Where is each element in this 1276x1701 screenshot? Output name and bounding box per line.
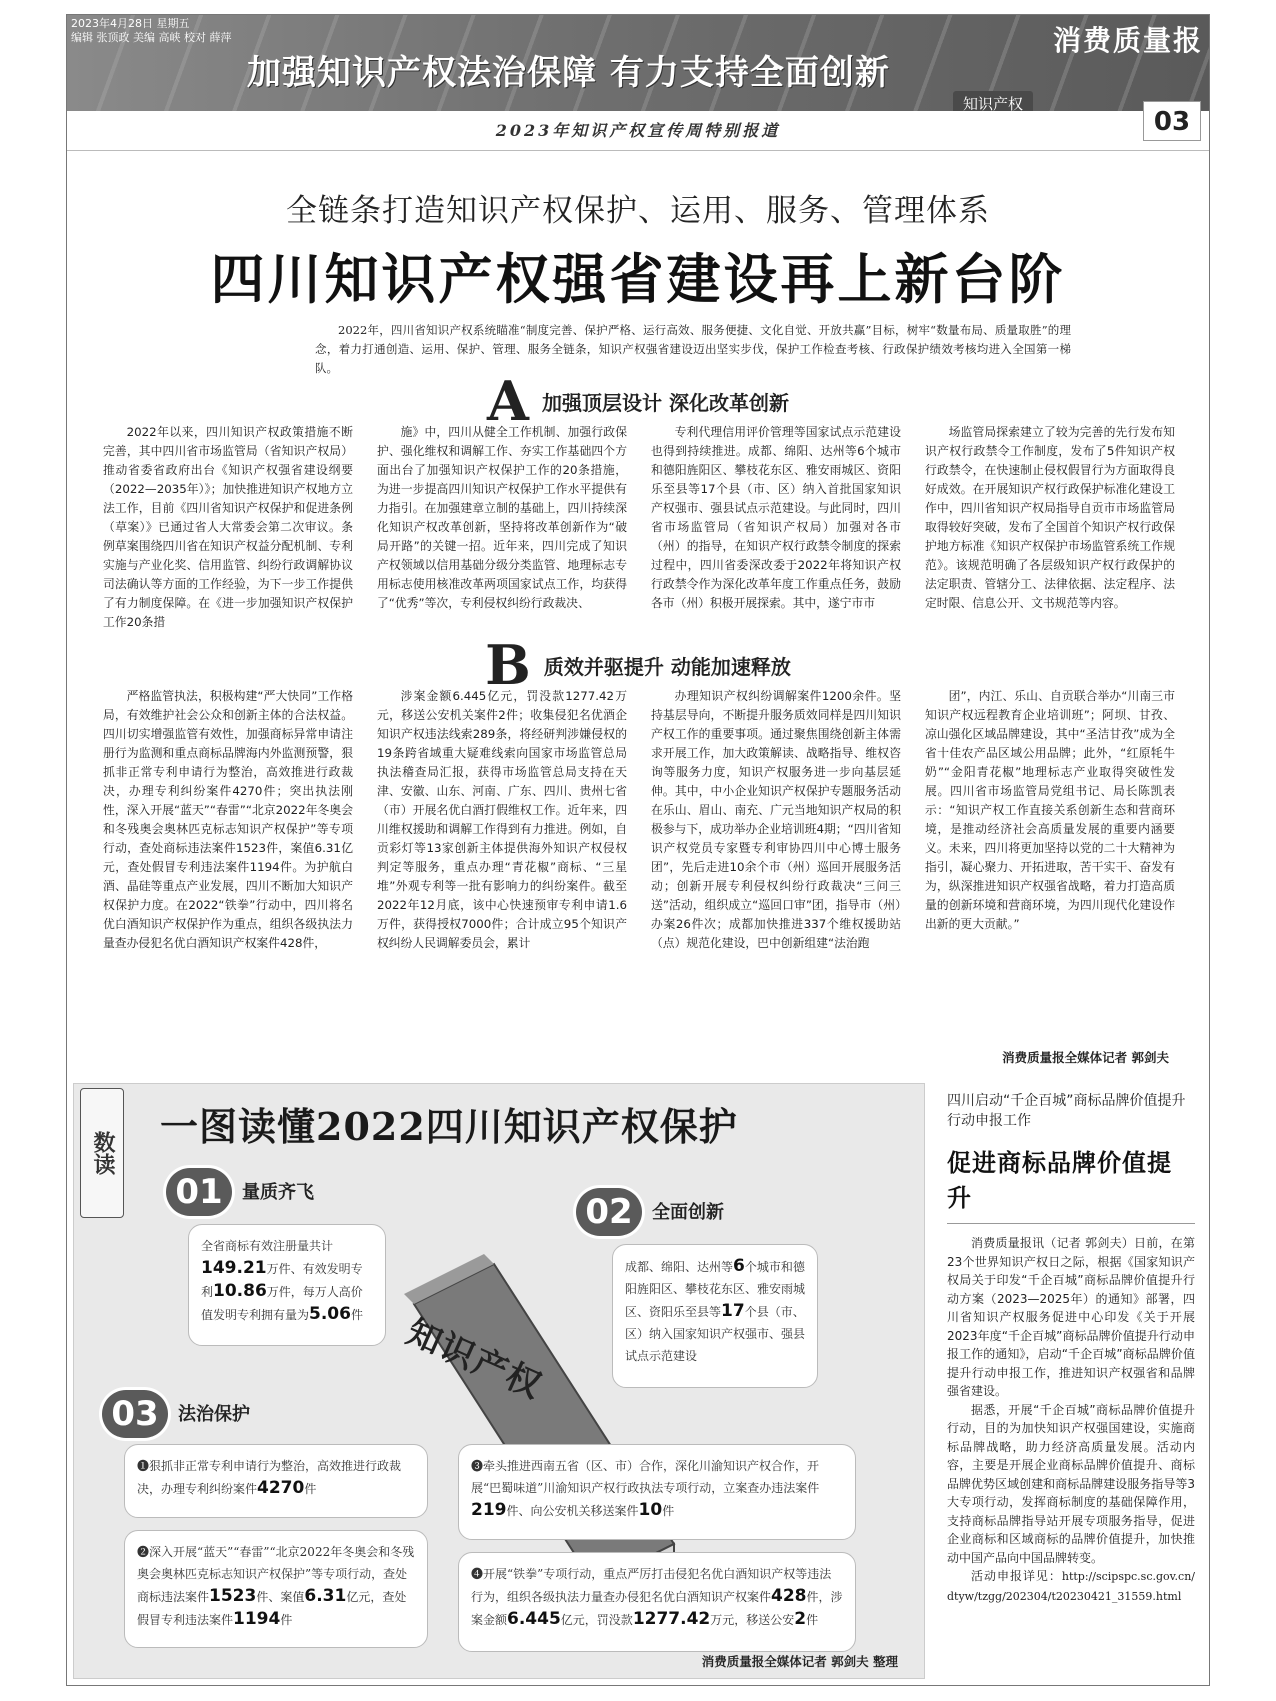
sidebar-divider (947, 1223, 1195, 1224)
section-b-columns (103, 687, 1175, 1045)
block-02-badge: 02 (576, 1188, 642, 1236)
article-title: 四川知识产权强省建设再上新台阶 (210, 248, 1066, 311)
section-a-column-3: 专利代理信用评价管理等国家试点示范建设也得到持续推进。成都、绵阳、达州等6个城市和德阳旌阳区、攀枝花东区、雅安雨城区、资阳乐至县等17个县（市、区）纳入首批国家知识产权强市、强县试点示范建设。与此同时，四川省市场监管局（省知识产权局）加强对各市（州）的指导，在知识产权行政禁令制度的探索过程中，四川省委深改委于2022年将知识产权行政禁令作为深化改革年度工作重点任务，鼓励各市（州）积极开展探索。其中，遂宁市市 (651, 425, 901, 610)
application-link[interactable]: http://scipspc.sc.gov.cn/dtyw/tzgg/202304/t20230421_31559.html (947, 1570, 1195, 1603)
newspaper-brand: 消费质量报 (1052, 24, 1203, 57)
section-a-letter: A (487, 369, 529, 433)
newspaper-page (66, 14, 1210, 1686)
infographic (73, 1083, 925, 1679)
block-02-box: 成都、绵阳、达州等6个城市和德阳旌阳区、攀枝花东区、雅安雨城区、资阳乐至县等17个县（市、区）纳入国家知识产权强市、强县试点示范建设 (612, 1244, 818, 1388)
legal-item-4: ❹开展“铁拳”专项行动，重点严厉打击侵犯名优白酒知识产权等违法行为，组织各级执法力量查办侵犯名优白酒知识产权案件428件，涉案金额6.445亿元，罚没款1277.42万元，移送公安2件 (458, 1552, 856, 1652)
infographic-credit: 消费质量报全媒体记者 郭剑夫 整理 (701, 1654, 898, 1669)
section-b-letter: B (485, 633, 531, 697)
legal-item-1: ❶狠抓非正常专利申请行为整治，高效推进行政裁决，办理专利纠纷案件4270件 (124, 1444, 428, 1518)
sidebar-news (947, 1091, 1195, 1606)
section-a-title: 加强顶层设计 深化改革创新 (542, 390, 789, 415)
page-number: 03 (1143, 101, 1201, 141)
sidebar-title: 促进商标品牌价值提升 (947, 1149, 1172, 1212)
sidebar-paragraph-2: 据悉，开展“千企百城”商标品牌价值提升行动，目的为加快知识产权强国建设，实施商标品牌战略，助力经济高质量发展。活动内容，主要是开展企业商标品牌价值提升、商标品牌优势区域创建和商标品牌建设服务指导等3大专项行动，发挥商标制度的基础保障作用，支持商标品牌指导站开展专项服务指导，促进企业商标和区域商标的品牌价值提升，加快推动中国产品向中国品牌转变。 (947, 1402, 1195, 1565)
sidebar-kicker: 四川启动“千企百城”商标品牌价值提升行动申报工作 (947, 1093, 1186, 1129)
block-01-badge: 01 (166, 1168, 232, 1216)
section-b-column-4: 团”，内江、乐山、自贡联合举办“川南三市知识产权远程教育企业培训班”；阿坝、甘孜、凉山强化区域品牌建设，其中“圣洁甘孜”成为全省十佳农产品区域公用品牌；此外，“红原牦牛奶”“金阳青花椒”地理标志产业取得突破性发展。四川省市场监管局党组书记、局长陈凯表示：“知识产权工作直接关系创新生态和营商环境，是推动经济社会高质量发展的重要内涵要义。未来，四川将更加坚持以党的二十大精神为指引，凝心聚力、开拓进取，苦干实干、奋发有为，纵深推进知识产权强省战略，着力打造高质量的创新环境和营商环境，为四川现代化建设作出新的更大贡献。” (925, 689, 1175, 931)
section-a-column-1: 2022年以来，四川知识产权政策措施不断完善，其中四川省市场监管局（省知识产权局）推动省委省政府出台《知识产权强省建设纲要（2022—2035年）》；加快推进知识产权地方立法工作，目前《四川省知识产权保护和促进条例（草案）》已通过省人大常委会第二次审议。条例草案围绕四川省在知识产权益分配机制、专利实施与产业化奖、信用监管、纠纷行政调解协议司法确认等方面的工作经验，为下一步工作提供了有力制度保障。在《进一步加强知识产权保护工作20条措 (103, 425, 353, 629)
section-b-column-3: 办理知识产权纠纷调解案件1200余件。坚持基层导向，不断提升服务质效同样是四川知识产权工作的重要事项。通过聚焦围绕创新主体需求开展工作，加大政策解读、战略指导、维权咨询等服务力度，知识产权服务进一步向基层延伸。其中，中小企业知识产权保护专题服务活动在乐山、眉山、南充、广元当地知识产权局的积极参与下，成功举办企业培训班4期；“四川省知识产权党员专家暨专利审协四川中心博士服务团”，先后走进10余个市（州）巡回开展服务活动；创新开展专利侵权纠纷行政裁决“三问三送”活动，组织成立“巡回口审”团，指导市（州）办案26件次；成都加快推进337个维权援助站（点）规范化建设，巴中创新组建“法治跑 (651, 689, 901, 950)
block-03-title: 法治保护 (178, 1404, 250, 1425)
block-01-box: 全省商标有效注册量共计149.21万件、有效发明专利10.86万件，每万人高价值发明专利拥有量为5.06件 (188, 1224, 386, 1346)
sidebar-paragraph-3: 活动申报详见：http://scipspc.sc.gov.cn/dtyw/tzgg/202304/t20230421_31559.html (947, 1569, 1195, 1603)
issue-date: 2023年4月28日 星期五 (71, 17, 190, 30)
block-03-badge: 03 (102, 1390, 168, 1438)
masthead-meta (71, 17, 231, 45)
article-subtitle: 全链条打造知识产权保护、运用、服务、管理体系 (286, 193, 990, 229)
pencil-label: 知识产权 (400, 1312, 549, 1408)
masthead (67, 15, 1209, 111)
legal-item-2: ❷深入开展“蓝天”“春雷”“北京2022年冬奥会和冬残奥会奥林匹克标志知识产权保护”等专项行动，查处商标违法案件1523件、案值6.31亿元，查处假冒专利违法案件1194件 (124, 1530, 428, 1648)
section-b-title: 质效并驱提升 动能加速释放 (543, 654, 791, 679)
legal-item-3: ❸牵头推进西南五省（区、市）合作，深化川渝知识产权合作，开展“巴蜀味道”川渝知识产权行政执法专项行动，立案查办违法案件219件、向公安机关移送案件10件 (458, 1444, 856, 1540)
article-lead: 2022年，四川省知识产权系统瞄准“制度完善、保护严格、运行高效、服务便捷、文化自觉、开放共赢”目标，树牢“数量布局、质量取胜”的理念，着力打通创造、运用、保护、管理、服务全链条，知识产权强省建设迈出坚实步伐，保护工作检查考核、行政保护绩效考核均进入全国第一梯队。 (315, 323, 1071, 375)
section-b-column-1: 严格监管执法，积极构建“严大快同”工作格局，有效维护社会公众和创新主体的合法权益。四川切实增强监管有效性，加强商标异常申请注册行为监测和重点商标品牌海内外监测预警，狠抓非正常专利申请行为整治，高效推进行政裁决，办理专利纠纷案件4270件；突出执法刚性，深入开展“蓝天”“春雷”“北京2022年冬奥会和冬残奥会奥林匹克标志知识产权保护”等专项行动，查处商标违法案件1523件，案值6.31亿元，查处假冒专利违法案件1194件。为护航白酒、晶硅等重点产业发展，四川不断加大知识产权保护力度。在2022“铁拳”行动中，四川将名优白酒知识产权保护作为重点，组织各级执法力量查办侵犯名优白酒知识产权案件428件， (103, 689, 353, 950)
sidebar-paragraph-1: 消费质量报讯（记者 郭剑夫）日前，在第23个世界知识产权日之际，根据《国家知识产权局关于印发“千企百城”商标品牌价值提升行动方案（2023—2025年）的通知》部署，四川省知识产权服务促进中心印发《关于开展2023年度“千企百城”商标品牌价值提升行动申报工作的通知》，启动“千企百城”商标品牌价值提升行动申报工作，推进知识产权强省和品牌强省建设。 (947, 1236, 1195, 1398)
article-byline: 消费质量报全媒体记者 郭剑夫 (1002, 1050, 1169, 1065)
masthead-slogan: 加强知识产权法治保障 有力支持全面创新 (247, 53, 890, 93)
block-02-title: 全面创新 (652, 1202, 724, 1223)
block-01-title: 量质齐飞 (242, 1182, 314, 1203)
section-a-column-2: 施》中，四川从健全工作机制、加强行政保护、强化维权和调解工作、夯实工作基础四个方面出台了加强知识产权保护工作的20条措施，为进一步提高四川知识产权保护工作水平提供有力指引。在加强建章立制的基础上，四川持续深化知识产权改革创新，坚持将改革创新作为“破局开路”的关键一招。近年来，四川完成了知识产权领域以信用基础分级分类监管、地理标志专用标志使用核准改革两项国家试点工作，均获得了“优秀”等次，专利侵权纠纷行政裁决、 (377, 425, 627, 610)
special-report-banner: 2023年知识产权宣传周特别报道 (67, 111, 1209, 151)
editor-credits: 编辑 张顶政 美编 高峡 校对 薛萍 (71, 31, 232, 44)
section-a-column-4: 场监管局探索建立了较为完善的先行发布知识产权行政禁令工作制度，发布了5件知识产权行政禁令，在快速制止侵权假冒行为方面取得良好成效。在开展知识产权行政保护标准化建设工作中，四川省知识产权局指导自贡市市场监管局取得较好突破，发布了全国首个知识产权行政保护地方标准《知识产权保护市场监管系统工作规范》。该规范明确了各层级知识产权行政保护的法定职责、管辖分工、法律依据、法定程序、法定时限、信息公开、文书规范等内容。 (925, 425, 1175, 610)
section-label: 知识产权 (953, 91, 1033, 111)
section-b-column-2: 涉案金额6.445亿元，罚没款1277.42万元，移送公安机关案件2件；收集侵犯名优酒企知识产权违法线索289条，将经研判涉嫌侵权的19条跨省域重大疑难线索向国家市场监管总局执法稽查局汇报，获得市场监管总局支持在天津、安徽、山东、河南、广东、四川、贵州七省（市）开展名优白酒打假维权工作。近年来，四川维权援助和调解工作得到有力推进。例如，自贡彩灯等13家创新主体提供海外知识产权侵权判定等服务，重点办理“青花椒”商标、“三星堆”外观专利等一批有影响力的纠纷案件。截至2022年12月底，该中心快速预审专利申请1.6万件，获得授权7000件；合计成立95个知识产权纠纷人民调解委员会，累计 (377, 689, 627, 950)
sidebar-body (947, 1234, 1195, 1606)
section-a-columns (103, 423, 1175, 633)
infographic-tag: 数读 (80, 1088, 124, 1218)
infographic-title: 一图读懂2022四川知识产权保护 (160, 1104, 738, 1149)
